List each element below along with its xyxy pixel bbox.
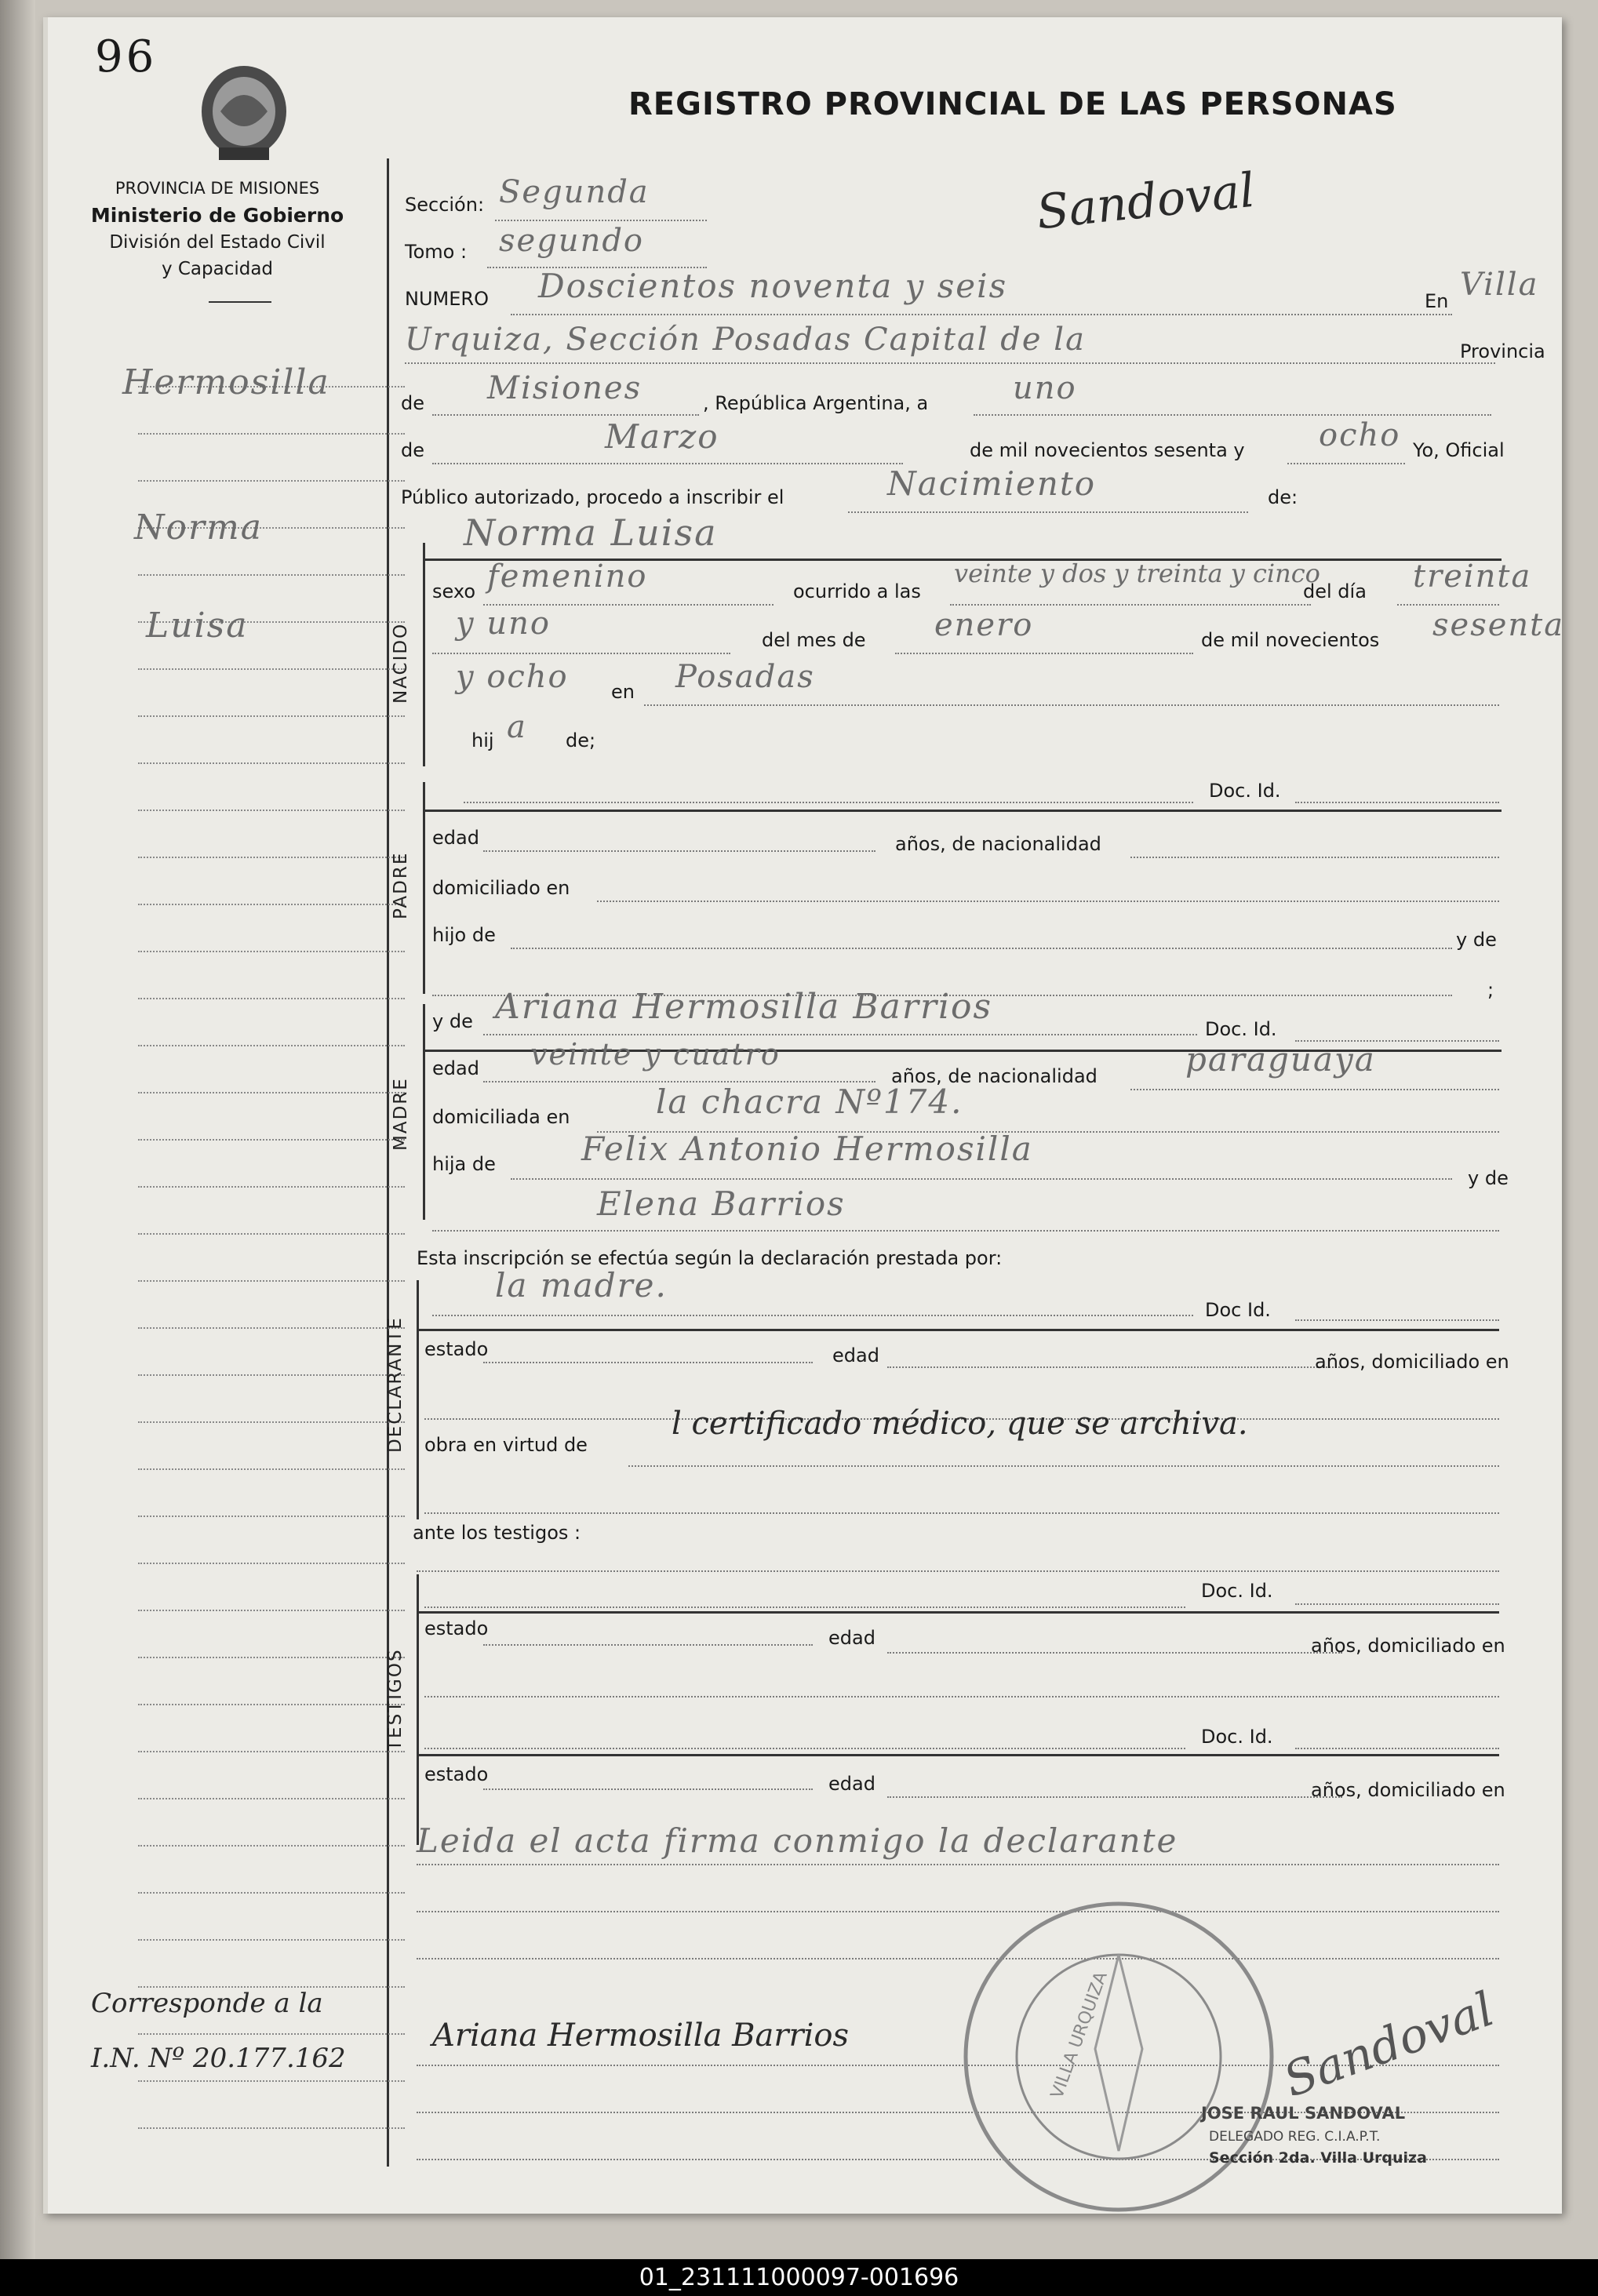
declarante-estado-label: estado <box>424 1338 489 1360</box>
madre-edad-value: veinte y cuatro <box>530 1037 781 1072</box>
de-semi-label: de; <box>566 730 596 751</box>
hij-label: hij <box>471 730 494 751</box>
nombre-value: Norma Luisa <box>464 511 718 554</box>
top-signature: Sandoval <box>1034 162 1258 241</box>
lugar-nac-value: Posadas <box>675 659 815 695</box>
testigo2-doc-id-label: Doc. Id. <box>1201 1726 1273 1748</box>
division-line2: y Capacidad <box>161 259 274 279</box>
margin-nota1: Corresponde a la <box>91 1988 323 2019</box>
margin-nombre1: Norma <box>134 508 263 548</box>
padre-y-de-label: y de <box>1456 929 1497 951</box>
de-label-1: de <box>401 392 424 414</box>
declaracion-label: Esta inscripción se efectúa según la declaración prestada por: <box>417 1247 1003 1269</box>
testigo1-dom-label: años, domiciliado en <box>1311 1635 1505 1657</box>
misiones-emblem-icon <box>197 63 291 173</box>
testigos-section-label: TESTIGOS <box>385 1648 406 1751</box>
ante-testigos-label: ante los testigos : <box>413 1522 581 1544</box>
padre-semicolon: ; <box>1487 979 1494 1001</box>
testigo2-edad-label: edad <box>828 1773 875 1795</box>
mes-nac-value: enero <box>934 607 1034 643</box>
madre-domicilio-value: la chacra Nº174. <box>656 1083 963 1121</box>
testigo1-edad-label: edad <box>828 1627 875 1649</box>
madre-y-de-label-2: y de <box>1468 1167 1509 1189</box>
de-colon-label: de: <box>1268 486 1298 508</box>
margin-divider <box>387 158 389 2167</box>
hij-suffix-value: a <box>507 709 527 745</box>
provincia-label: Provincia <box>1460 340 1545 362</box>
margin-nota2: I.N. Nº 20.177.162 <box>91 2043 346 2074</box>
acto-value: Nacimiento <box>887 464 1097 503</box>
padre-domicilio-label: domiciliado en <box>432 877 570 899</box>
hora-value: veinte y dos y treinta y cinco <box>954 559 1320 588</box>
testigo1-doc-id-label: Doc. Id. <box>1201 1580 1273 1602</box>
official-signature: Sandoval <box>1276 1981 1502 2109</box>
declarante-section-label: DECLARANTE <box>385 1316 406 1453</box>
madre-padre-value: Felix Antonio Hermosilla <box>581 1130 1033 1168</box>
madre-madre-value: Elena Barrios <box>597 1184 846 1223</box>
declarante-doc-id-label: Doc Id. <box>1205 1299 1271 1321</box>
register-page <box>43 17 1565 2214</box>
de-mil-nov-label: de mil novecientos <box>1201 629 1380 651</box>
madre-y-de-label: y de <box>432 1010 473 1032</box>
archive-footer: 01_231111000097-001696 <box>0 2259 1598 2296</box>
testigo2-dom-label: años, domiciliado en <box>1311 1779 1505 1801</box>
madre-nombre-value: Ariana Hermosilla Barrios <box>495 987 993 1027</box>
madre-section-label: MADRE <box>391 1077 411 1151</box>
padre-section-label: PADRE <box>391 851 411 919</box>
declarante-dom-label: años, domiciliado en <box>1315 1351 1509 1373</box>
mes-value: Marzo <box>605 417 719 456</box>
padre-hijo-de-label: hijo de <box>432 924 496 946</box>
dia-value: treinta <box>1413 559 1532 595</box>
dia-cont-value: y uno <box>456 606 551 642</box>
division-line1: División del Estado Civil <box>109 232 326 253</box>
del-mes-label: del mes de <box>762 629 866 651</box>
obra-value: l certificado médico, que se archiva. <box>672 1406 1248 1442</box>
republica-label: , República Argentina, a <box>703 392 929 414</box>
publico-label: Público autorizado, procedo a inscribir el <box>401 486 784 508</box>
sexo-label: sexo <box>432 580 475 602</box>
de-mil-label: de mil novecientos sesenta y <box>970 439 1245 461</box>
seal-center-text: VILLA URQUIZA <box>1047 1969 1112 2101</box>
madre-nac-label: años, de nacionalidad <box>891 1065 1097 1087</box>
book-spine <box>0 0 35 2259</box>
anio-value: ocho <box>1319 417 1401 453</box>
anio-cont-value: y ocho <box>456 659 569 695</box>
declarante-value: la madre. <box>495 1266 668 1304</box>
en2-label: en <box>611 681 635 703</box>
testigo2-estado-label: estado <box>424 1763 489 1785</box>
padre-edad-label: edad <box>432 827 479 849</box>
tomo-label: Tomo : <box>405 241 468 263</box>
madre-doc-id-label: Doc. Id. <box>1205 1018 1277 1040</box>
leida-value: Leida el acta firma conmigo la declarante <box>417 1821 1178 1860</box>
madre-signature: Ariana Hermosilla Barrios <box>432 2018 850 2054</box>
page-number: 96 <box>95 31 158 82</box>
ocurrido-label: ocurrido a las <box>793 580 921 602</box>
official-role: DELEGADO REG. C.I.A.P.T. <box>1209 2129 1381 2145</box>
madre-nac-value: paraguaya <box>1185 1040 1376 1079</box>
provincia-value: Misiones <box>487 370 642 406</box>
en-value: Villa <box>1460 267 1539 303</box>
madre-hija-de-label: hija de <box>432 1153 496 1175</box>
madre-edad-label: edad <box>432 1057 479 1079</box>
padre-doc-id-label: Doc. Id. <box>1209 780 1281 802</box>
tomo-value: segundo <box>499 223 645 259</box>
numero-value: Doscientos noventa y seis <box>538 267 1008 305</box>
del-dia-label: del día <box>1303 580 1367 602</box>
ministry-label: Ministerio de Gobierno <box>90 204 344 227</box>
seccion-label: Sección: <box>405 194 485 216</box>
declarante-edad-label: edad <box>832 1344 879 1366</box>
page-title: REGISTRO PROVINCIAL DE LAS PERSONAS <box>628 86 1397 122</box>
official-section: Sección 2da. Villa Urquiza <box>1209 2149 1427 2167</box>
nacido-section-label: NACIDO <box>391 622 411 704</box>
official-name: JOSE RAUL SANDOVAL <box>1201 2104 1406 2123</box>
lugar-value: Urquiza, Sección Posadas Capital de la <box>405 322 1086 358</box>
en-label: En <box>1425 290 1449 312</box>
madre-domicilio-label: domiciliada en <box>432 1106 570 1128</box>
province-label: PROVINCIA DE MISIONES <box>115 179 320 198</box>
official-seal-icon <box>954 1892 1283 2221</box>
numero-label: NUMERO <box>405 288 489 310</box>
margin-apellido: Hermosilla <box>122 362 330 402</box>
testigo1-estado-label: estado <box>424 1617 489 1639</box>
yo-oficial-label: Yo, Oficial <box>1413 439 1505 461</box>
division-rule <box>209 301 271 303</box>
seccion-value: Segunda <box>499 174 650 210</box>
de-label-2: de <box>401 439 424 461</box>
obra-label: obra en virtud de <box>424 1434 588 1456</box>
margin-nombre2: Luisa <box>146 606 249 646</box>
anio-nac-value: sesenta <box>1432 607 1565 643</box>
sexo-value: femenino <box>487 559 648 595</box>
padre-nac-label: años, de nacionalidad <box>895 833 1101 855</box>
dia-letra-value: uno <box>1013 370 1077 406</box>
